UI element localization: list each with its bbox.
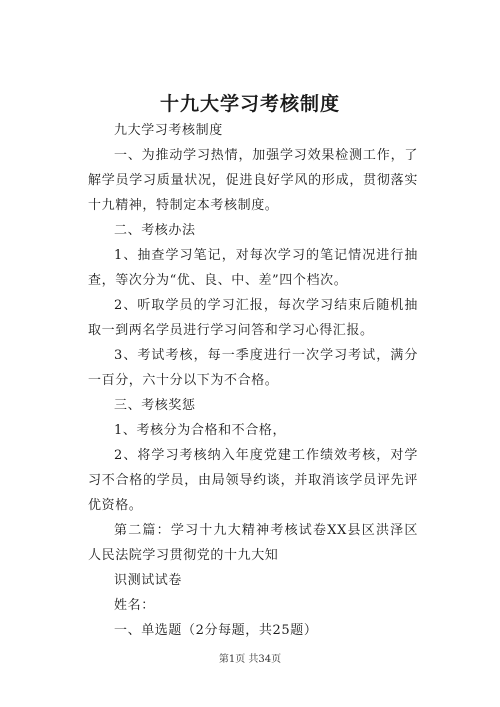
paragraph: 2、听取学员的学习汇报，每次学习结束后随机抽取一到两名学员进行学习问答和学习心得汇报。 [88, 298, 418, 338]
paragraph: 2、将学习考核纳入年度党建工作绩效考核，对学习不合格的学员，由局领导约谈，并取消该学员评先评优资格。 [88, 448, 418, 513]
page-number-footer: 第1页 共34页 [218, 654, 282, 665]
paragraph: 一、单选题（2分每题，共25题） [114, 623, 318, 638]
paragraph: 三、考核奖惩 [114, 398, 196, 413]
paragraph: 第二篇：学习十九大精神考核试卷XX县区洪泽区人民法院学习贯彻党的十九大知 [88, 523, 418, 563]
document-title: 十九大学习考核制度 [159, 93, 340, 115]
paragraph: 一、为推动学习热情，加强学习效果检测工作，了解学员学习质量状况，促进良好学风的形成，贯彻落实十九精神，特制定本考核制度。 [88, 148, 418, 213]
paragraph: 姓名： [114, 598, 155, 613]
paragraph: 识测试试卷 [114, 573, 183, 588]
paragraph: 九大学习考核制度 [114, 123, 223, 138]
paragraph: 3、考试考核，每一季度进行一次学习考试，满分一百分，六十分以下为不合格。 [88, 348, 418, 388]
document-body [88, 118, 418, 643]
paragraph: 1、考核分为合格和不合格， [114, 423, 287, 438]
paragraph: 二、考核办法 [114, 223, 196, 238]
paragraph: 1、抽查学习笔记，对每次学习的笔记情况进行抽查，等次分为“优、良、中、差”四个档次。 [88, 248, 418, 288]
